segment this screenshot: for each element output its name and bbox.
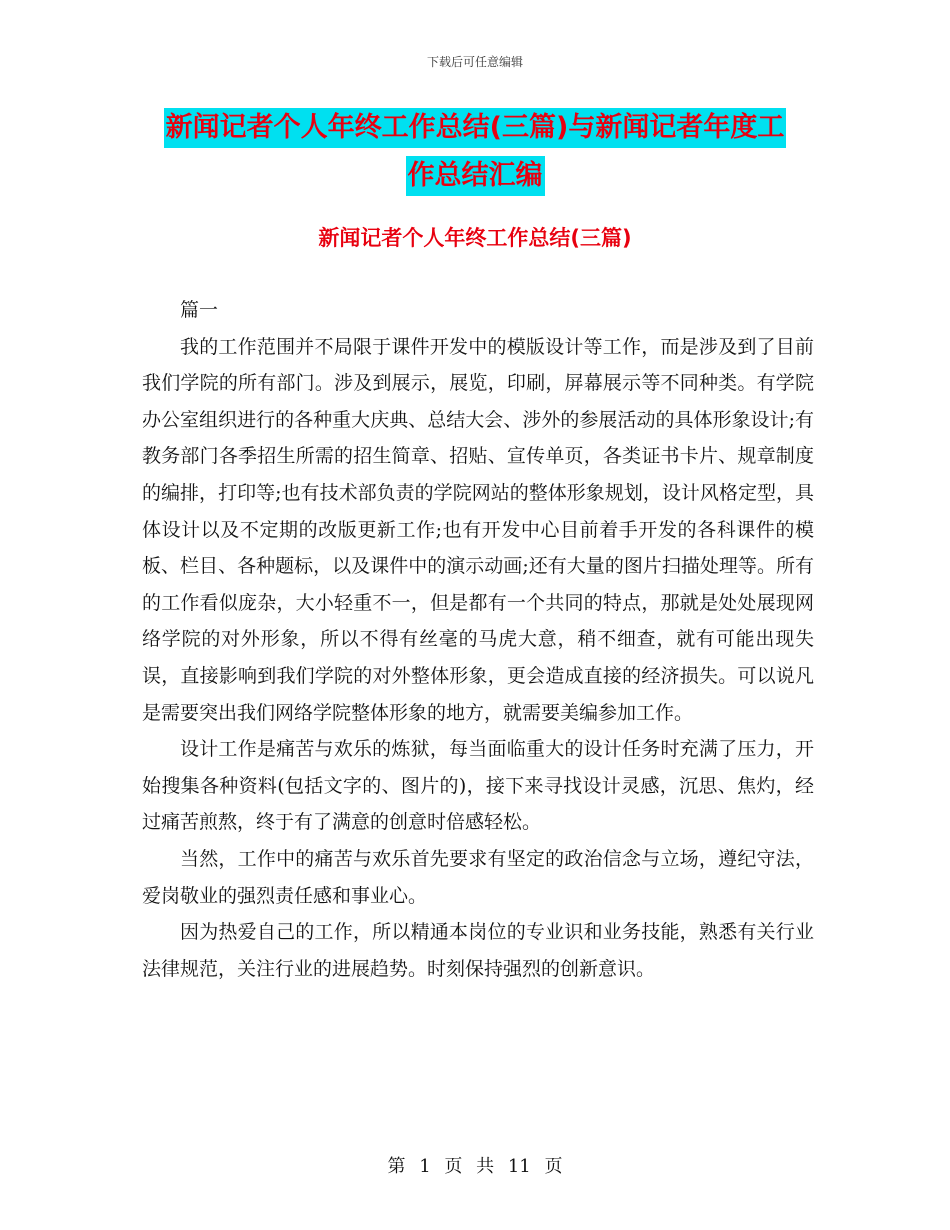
section-title: 新闻记者个人年终工作总结(三篇) xyxy=(318,226,632,250)
paragraph-4: 因为热爱自己的工作，所以精通本岗位的专业识和业务技能，熟悉有关行业法律规范，关注行业的进展趋势。时刻保持强烈的创新意识。 xyxy=(142,921,814,980)
document-title xyxy=(0,108,950,204)
header-note: 下载后可任意编辑 xyxy=(426,55,523,69)
paragraph-1: 我的工作范围并不局限于课件开发中的模版设计等工作，而是涉及到了目前我们学院的所有部门。涉及到展示，展览，印刷，屏幕展示等不同种类。有学院办公室组织进行的各种重大庆典、总结大会、涉外的参展活动的具体形象设计;有教务部门各季招生所需的招生简章、招贴、宣传单页，各类证书卡片、规章制度的编排，打印等;也有技术部负责的学院网站的整体形象规划，设计风格定型，具体设计以及不定期的改版更新工作;也有开发中心目前着手开发的各科课件的模板、栏目、各种题标，以及课件中的演示动画;还有大量的图片扫描处理等。所有的工作看似庞杂，大小轻重不一，但是都有一个共同的特点，那就是处处展现网络学院的对外形象，所以不得有丝毫的马虎大意，稍不细查，就有可能出现失误，直接影响到我们学院的对外整体形象，更会造成直接的经济损失。可以说凡是需要突出我们网络学院整体形象的地方，就需要美编参加工作。 xyxy=(142,335,814,724)
paragraph-2: 设计工作是痛苦与欢乐的炼狱，每当面临重大的设计任务时充满了压力，开始搜集各种资料(包括文字的、图片的)，接下来寻找设计灵感，沉思、焦灼，经过痛苦煎熬，终于有了满意的创意时倍感轻松。 xyxy=(142,738,814,834)
title-line-1: 新闻记者个人年终工作总结(三篇)与新闻记者年度工 xyxy=(164,108,787,148)
document-body xyxy=(142,292,814,987)
section-label: 篇一 xyxy=(180,299,219,321)
page-footer: 第 1 页 共 11 页 xyxy=(387,1156,563,1177)
paragraph-3: 当然，工作中的痛苦与欢乐首先要求有坚定的政治信念与立场，遵纪守法，爱岗敬业的强烈责任感和事业心。 xyxy=(142,847,814,907)
title-line-2: 作总结汇编 xyxy=(406,156,545,196)
